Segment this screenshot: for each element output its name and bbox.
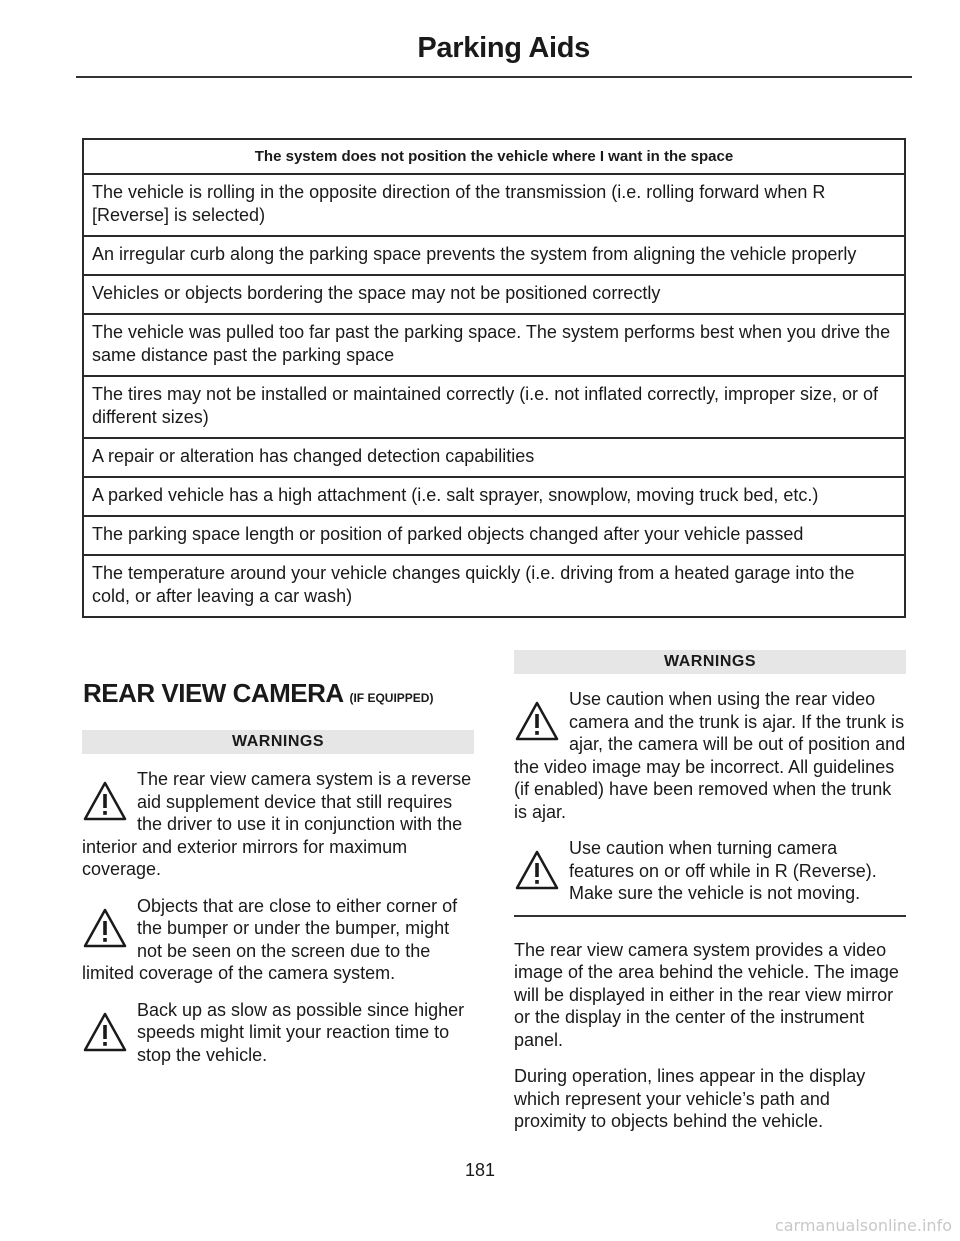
warning-text: Use caution when turning camera features on or off while in R (Reverse). Make sure the vehicle is not moving.: [569, 838, 877, 903]
warnings-label: WARNINGS: [514, 650, 906, 674]
table-row: The parking space length or position of parked objects changed after your vehicle passed: [84, 517, 904, 556]
troubleshooting-table: [82, 138, 906, 618]
warning-triangle-icon: [514, 839, 560, 901]
divider: [514, 915, 906, 917]
watermark: carmanualsonline.info: [774, 1216, 952, 1235]
warning-item: [82, 768, 474, 881]
left-column: [82, 730, 474, 1066]
warning-triangle-icon: [514, 690, 560, 752]
warning-text: Back up as slow as possible since higher speeds might limit your reaction time to stop the vehicle.: [137, 999, 465, 1065]
section-suffix: (IF EQUIPPED): [349, 691, 434, 705]
table-row: The vehicle was pulled too far past the parking space. The system performs best when you drive the same distance past the parking space: [84, 315, 904, 377]
table-row: The tires may not be installed or maintained correctly (i.e. not inflated correctly, improper size, or of different sizes): [84, 377, 904, 439]
right-column: [514, 650, 906, 1133]
table-heading: The system does not position the vehicle where I want in the space: [84, 140, 904, 175]
table-row: The temperature around your vehicle changes quickly (i.e. driving from a heated garage into the cold, or after leaving a car wash): [92, 563, 855, 606]
warning-triangle-icon: [82, 770, 128, 832]
warning-item: [514, 837, 906, 905]
warning-item: [82, 999, 474, 1067]
warning-triangle-icon: [82, 897, 128, 959]
warning-item: [514, 688, 906, 823]
page-header: [76, 30, 912, 78]
table-row: A parked vehicle has a high attachment (i.e. salt sprayer, snowplow, moving truck bed, etc.): [84, 478, 904, 517]
warnings-label: WARNINGS: [82, 730, 474, 754]
table-row: A repair or alteration has changed detection capabilities: [84, 439, 904, 478]
table-row: An irregular curb along the parking space prevents the system from aligning the vehicle properly: [84, 237, 904, 276]
warning-triangle-icon: [82, 1001, 128, 1063]
section-title: REAR VIEW CAMERA: [83, 678, 343, 708]
table-row: The vehicle is rolling in the opposite direction of the transmission (i.e. rolling forward when R [Reverse] is selected): [84, 175, 904, 237]
body-paragraph: The rear view camera system provides a video image of the area behind the vehicle. The image will be displayed in either in the rear view mirror or the display in the center of the instrument panel.: [514, 939, 899, 1050]
body-paragraph: During operation, lines appear in the display which represent your vehicle’s path and proximity to objects behind the vehicle.: [514, 1066, 866, 1131]
warning-item: [82, 895, 474, 985]
warning-text: Use caution when using the rear video camera and the trunk is ajar. If the trunk is ajar, the camera will be out of position and the video image may be incorrect. All guidelines (if enabled) have been removed when the trunk is ajar.: [514, 689, 906, 822]
warning-text: Objects that are close to either corner of the bumper or under the bumper, might not be seen on the screen due to the limited coverage of the camera system.: [82, 895, 458, 983]
warning-text: The rear view camera system is a reverse aid supplement device that still requires the driver to use it in conjunction with the interior and exterior mirrors for maximum coverage.: [82, 769, 472, 879]
page-number: 181: [464, 1160, 496, 1180]
table-row: Vehicles or objects bordering the space may not be positioned correctly: [84, 276, 904, 315]
section-heading: [83, 678, 433, 709]
page-title: Parking Aids: [417, 32, 590, 64]
